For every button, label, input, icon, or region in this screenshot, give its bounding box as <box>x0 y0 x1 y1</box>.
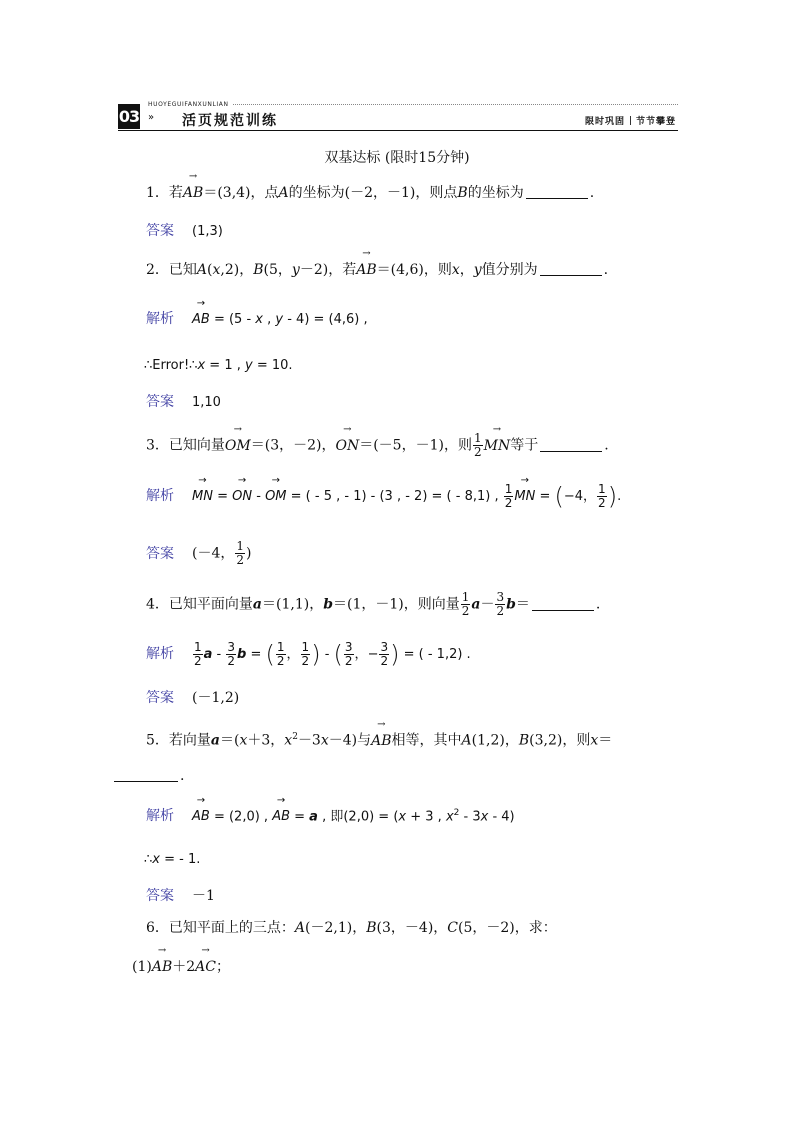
text-s4-p4d: 2 <box>380 654 389 668</box>
text-q5-p2: ＋3， <box>247 732 285 749</box>
fraction <box>226 641 236 668</box>
text-q6a-v2: → AC <box>195 957 216 977</box>
solution-2 <box>146 309 368 330</box>
text-s4-p2n: 1 <box>301 640 310 654</box>
analysis-label: 解析 <box>146 808 174 825</box>
text-q2-x: x <box>212 262 221 278</box>
text-s3-v4: → MN <box>514 487 535 507</box>
text-q6-pre: 6．已知平面上的三点： <box>146 920 295 936</box>
solution-3 <box>146 483 621 510</box>
text-q3-mid: ＝(3，－2)， <box>250 437 336 454</box>
text-q2-y2: y <box>473 262 482 278</box>
text-s4-p4n: 3 <box>380 640 389 654</box>
answer-3 <box>146 540 251 567</box>
text-s4-p1d: 2 <box>276 654 285 668</box>
text-q4-p2: ＝(1，－1)，则向量 <box>333 596 460 613</box>
text-s4-f2n: 3 <box>227 640 236 654</box>
text-s4-neg: − <box>367 647 379 662</box>
question-4 <box>146 591 600 618</box>
answer-label: 答案 <box>146 545 174 562</box>
fraction <box>504 483 514 510</box>
text-q2-p2: ,2)， <box>220 262 254 278</box>
text-a3-fd: 2 <box>236 553 245 567</box>
fraction <box>597 483 607 510</box>
fraction <box>301 641 311 668</box>
text-q4-end: . <box>595 596 601 613</box>
text-s5-vec: → AB <box>192 807 210 827</box>
answer-2 <box>146 392 221 413</box>
answer-label: 答案 <box>146 888 174 904</box>
text-q3-mid2: ＝(－5，－1)，则 <box>359 437 472 454</box>
text-q1-mid: ＝(3,4)，点 <box>203 185 279 201</box>
analysis-label: 解析 <box>146 646 174 662</box>
header-tag-right: 节节攀登 <box>635 117 676 127</box>
text-s3-v3: → OM <box>265 487 286 507</box>
header-tags <box>585 114 676 127</box>
question-1 <box>146 183 594 203</box>
text-q4-pre: 4．已知平面向量 <box>146 596 253 613</box>
text-s4-b: b <box>237 647 247 662</box>
text-s4-eq: = <box>246 647 266 662</box>
text-a1: (1,3) <box>192 224 223 239</box>
question-5 <box>146 727 612 751</box>
text-q6-p1: (－2,1)， <box>305 920 367 936</box>
text-s3-v2: → ON <box>232 487 252 507</box>
fraction <box>193 641 203 668</box>
text-s5-sup: 2 <box>453 808 460 818</box>
text-q4-f2d: 2 <box>496 604 505 618</box>
text-q5-pre: 5．若向量 <box>146 732 211 749</box>
text-q3-v1: → OM <box>225 436 251 456</box>
text-s5-a: a <box>309 809 318 825</box>
text-q1-vec: → AB <box>183 183 203 203</box>
fraction <box>379 641 389 668</box>
text-s3-fd: 2 <box>504 496 513 510</box>
text-q3-v3: → MN <box>484 436 511 456</box>
text-q5-p8: ＝ <box>598 732 613 749</box>
text-q1-pre: 1．若 <box>146 185 183 201</box>
text-s4-comma: ， <box>286 647 300 662</box>
text-s4-minus: - <box>212 647 226 662</box>
text-q2-A: A <box>196 262 208 278</box>
text-q6a-pre: (1) <box>132 959 152 975</box>
text-q5-p3: －3 <box>297 732 321 749</box>
fraction <box>495 591 505 618</box>
header-title: 活页规范训练 <box>182 113 278 129</box>
text-q2-p7: 值分别为 <box>481 262 538 278</box>
text-q1-mid2: 的坐标为(－2，－1)，则点 <box>288 185 458 201</box>
text-s3-rd: 2 <box>598 496 606 510</box>
text-q4-p1: ＝(1,1)， <box>262 596 324 613</box>
text-s4-p3n: 3 <box>344 640 353 654</box>
text-s3-eq1: = <box>212 489 233 504</box>
text-s5-vec2: → AB <box>272 807 290 827</box>
text-s4-comma2: ， <box>354 647 368 662</box>
question-6 <box>146 918 557 938</box>
parenthesis: ( <box>333 640 343 669</box>
header-rule <box>118 130 678 131</box>
text-a4: (－1,2) <box>192 690 240 706</box>
text-q6-A: A <box>294 920 306 936</box>
text-s2b-x: x <box>197 358 206 373</box>
text-q4-b: b <box>323 596 333 613</box>
answer-blank <box>532 596 594 611</box>
text-s2-vec: → AB <box>192 310 210 330</box>
text-q4-f1n: 1 <box>461 590 470 604</box>
text-q2-p5: ＝(4,6)，则 <box>376 262 452 278</box>
fraction <box>235 540 245 567</box>
text-s3-minus: - <box>252 489 266 504</box>
question-5-blank <box>112 766 184 786</box>
text-q5-p6: (1,2)， <box>471 732 519 749</box>
solution-5 <box>146 803 515 827</box>
text-s2-x: x <box>255 312 263 327</box>
answer-blank <box>526 184 588 199</box>
text-q2-p6: ， <box>459 262 474 278</box>
text-s4-f1d: 2 <box>194 654 202 668</box>
solution-4 <box>146 641 471 668</box>
text-a2: 1,10 <box>192 395 221 410</box>
text-q5-p1: ＝( <box>220 732 240 749</box>
text-q4-f2n: 3 <box>496 590 505 604</box>
text-s2b-mid: = 1 , <box>205 358 245 373</box>
text-q3-end: . <box>604 437 609 454</box>
text-a5: －1 <box>192 888 215 904</box>
text-q3-v2: → ON <box>335 436 359 456</box>
header-separator <box>630 116 631 125</box>
question-3 <box>146 432 609 459</box>
parenthesis: ( <box>554 482 564 511</box>
text-q2-vec: → AB <box>356 260 376 280</box>
text-s4-post: = ( - 1,2) . <box>399 647 471 662</box>
text-q5-A: A <box>461 732 472 749</box>
text-s2-mid: , <box>262 312 276 327</box>
parenthesis: ( <box>265 640 275 669</box>
text-s4-p2d: 2 <box>301 654 310 668</box>
text-q2-pre: 2．已知 <box>146 262 197 278</box>
fraction <box>461 591 471 618</box>
analysis-label: 解析 <box>146 311 174 327</box>
text-s4-p3d: 2 <box>344 654 353 668</box>
text-s5b-post: = - 1. <box>159 852 201 867</box>
text-s3-rn: 1 <box>598 482 606 496</box>
text-q6a-plus: ＋2 <box>172 959 196 975</box>
text-s4-minus2: - <box>320 647 334 662</box>
text-s5b-x: x <box>152 852 160 867</box>
text-q5-x4: x <box>590 732 599 749</box>
text-s2b-post: = 10. <box>252 358 293 373</box>
text-a3-pre: (－4， <box>192 545 235 562</box>
text-s2b-pre: ∴Error!∴ <box>144 358 198 373</box>
text-q6a-end: ； <box>216 959 230 975</box>
text-q4-a2: a <box>471 596 481 613</box>
answer-blank <box>540 261 602 276</box>
text-s5-p3: , 即(2,0) = ( <box>317 809 399 825</box>
answer-1 <box>146 221 223 242</box>
text-s3-r1: −4， <box>563 489 597 504</box>
text-q5-B: B <box>518 732 530 749</box>
text-q6-C: C <box>447 920 459 936</box>
text-q5-x3: x <box>320 732 329 749</box>
text-q2-B: B <box>253 262 264 278</box>
text-s5-p1: = (2,0) , <box>209 809 273 825</box>
analysis-label: 解析 <box>146 488 174 504</box>
text-q4-eq: ＝ <box>515 596 530 613</box>
text-q6-p2: (3，－4)， <box>376 920 448 936</box>
answer-5 <box>146 886 215 906</box>
text-s4-f1n: 1 <box>194 640 202 654</box>
text-q3-post: 等于 <box>510 437 539 454</box>
text-s3-eq2: = <box>535 489 555 504</box>
text-q4-b2: b <box>506 596 516 613</box>
parenthesis: ) <box>607 482 618 511</box>
fraction <box>276 641 286 668</box>
text-s5-p6: - 4) <box>488 809 515 825</box>
text-s5-x2: x <box>445 809 454 825</box>
text-q5-p7: (3,2)，则 <box>529 732 591 749</box>
solution-2-conclusion <box>144 356 293 376</box>
text-q2-x2: x <box>451 262 460 278</box>
chevron-icon: » <box>148 112 155 123</box>
text-s5-x3: x <box>480 809 489 825</box>
solution-5-conclusion <box>144 850 200 870</box>
fraction <box>344 641 354 668</box>
parenthesis: ) <box>311 640 321 669</box>
text-s5-p5: - 3 <box>459 809 481 825</box>
question-2 <box>146 260 608 280</box>
text-s4-f2d: 2 <box>227 654 236 668</box>
header-tag-left: 限时巩固 <box>584 117 625 127</box>
text-q5-a: a <box>210 732 220 749</box>
text-s5b-pre: ∴ <box>144 852 153 867</box>
text-s2-post: - 4) = (4,6) , <box>283 312 368 327</box>
text-s5-p2: = <box>290 809 310 825</box>
text-s4-a: a <box>203 647 213 662</box>
text-s3-v1: → MN <box>192 487 213 507</box>
answer-4 <box>146 688 239 708</box>
text-q5-sup: 2 <box>292 732 298 742</box>
text-q6a-v1: → AB <box>152 957 172 977</box>
fraction <box>473 432 483 459</box>
text-q1-end: . <box>589 185 595 201</box>
section-title: 双基达标 (限时15分钟) <box>324 150 470 166</box>
text-q1-post: 的坐标为 <box>467 185 524 201</box>
text-q1-A: A <box>278 185 289 201</box>
text-q5-x: x <box>239 732 248 749</box>
text-q1-B: B <box>457 185 468 201</box>
text-q3-fn: 1 <box>473 431 482 445</box>
text-q2-p4: －2)，若 <box>299 262 357 278</box>
text-q4-f1d: 2 <box>461 604 470 618</box>
text-q5b-end: . <box>180 768 185 784</box>
text-q2-p3: (5， <box>263 262 292 278</box>
text-a3-post: ) <box>246 545 252 562</box>
text-s2b-y: y <box>244 358 253 373</box>
answer-label: 答案 <box>146 690 174 706</box>
answer-label: 答案 <box>146 223 174 239</box>
text-s2-eq: = (5 - <box>209 312 256 327</box>
text-q5-p4: －4)与 <box>328 732 372 749</box>
text-q4-a: a <box>252 596 262 613</box>
text-q5-p5: 相等，其中 <box>391 732 462 749</box>
text-q3-fd: 2 <box>473 445 482 459</box>
parenthesis: ) <box>390 640 400 669</box>
text-s3-rest: = ( - 5 , - 1) - (3 , - 2) = ( - 8,1) , <box>286 489 503 504</box>
header-subtitle: HUOYEGUIFANXUNLIAN <box>148 101 232 108</box>
text-s4-p1n: 1 <box>276 640 285 654</box>
text-q5-x2: x <box>284 732 293 749</box>
text-s5-p4: + 3 , <box>406 809 446 825</box>
chapter-number: 03 <box>118 104 140 129</box>
text-s5-x: x <box>398 809 407 825</box>
formula <box>192 312 368 327</box>
text-q5-vec: → AB <box>371 731 391 751</box>
text-q4-minus: － <box>480 596 495 613</box>
question-6-part-1 <box>132 957 230 977</box>
text-s2-y: y <box>275 312 284 327</box>
text-q2-end: . <box>603 262 609 278</box>
answer-blank <box>114 767 178 782</box>
text-s3-fn: 1 <box>504 482 513 496</box>
page-header <box>118 100 678 132</box>
text-q2-y: y <box>291 262 300 278</box>
text-q6-p3: (5，－2)，求： <box>458 920 557 936</box>
text-q6-B: B <box>366 920 377 936</box>
text-s3-end: . <box>617 489 622 504</box>
text-a3-fn: 1 <box>236 539 245 553</box>
text-q3-pre: 3．已知向量 <box>146 437 225 454</box>
answer-blank <box>540 437 602 452</box>
text-q2-p1: ( <box>207 262 213 278</box>
answer-label: 答案 <box>146 394 174 410</box>
